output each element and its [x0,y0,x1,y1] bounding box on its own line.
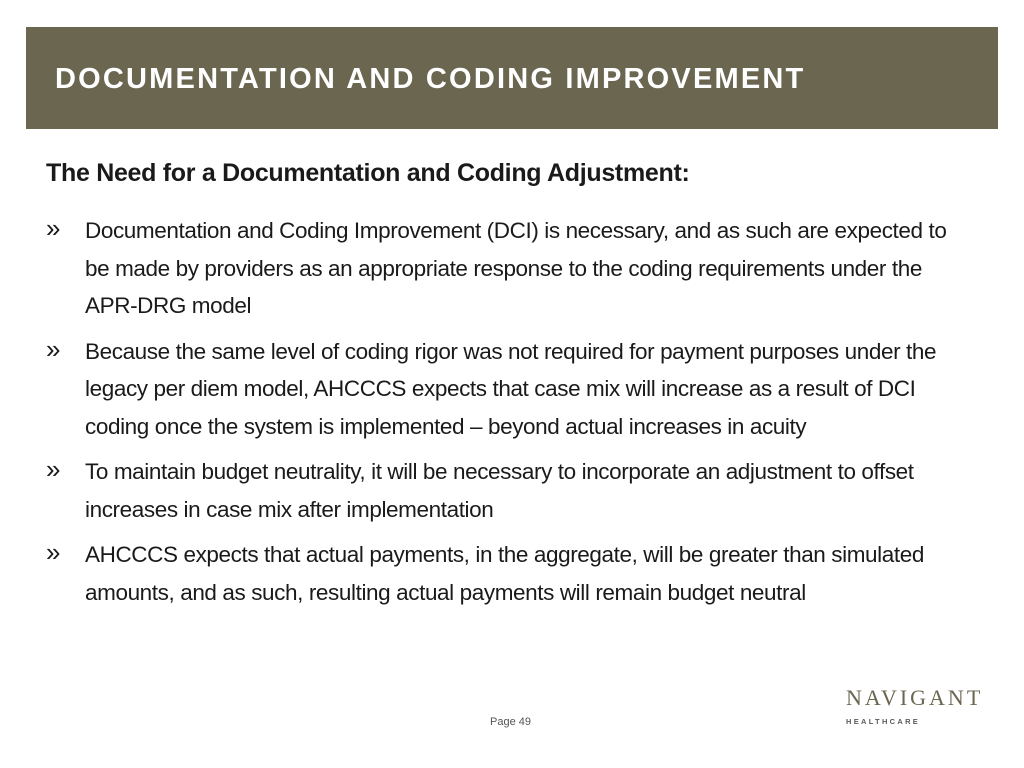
bullet-marker-icon: » [46,537,61,567]
bullet-text: Documentation and Coding Improvement (DCI) is necessary, and as such are expected to be made by providers as an appropriate response to the coding requirements under the APR-DRG model [85,218,947,318]
title-banner [26,27,998,129]
slide-title: DOCUMENTATION AND CODING IMPROVEMENT [55,63,806,95]
bullet-text: Because the same level of coding rigor was not required for payment purposes under the legacy per diem model, AHCCCS expects that case mix will increase as a result of DCI coding once the system is implemented – beyond actual increases in acuity [85,338,937,439]
bullet-text: To maintain budget neutrality, it will be necessary to incorporate an adjustment to offset increases in case mix after implementation [85,459,914,522]
bullet-item-dci [46,212,966,325]
page-number: Page 49 [490,716,531,728]
bullet-item-actual-payments [46,536,966,611]
bullet-item-budget-neutrality [46,453,966,528]
navigant-logo [846,685,984,726]
bullet-item-case-mix [46,333,966,446]
bullet-marker-icon: » [46,454,61,484]
section-subtitle: The Need for a Documentation and Coding Adjustment: [46,159,690,187]
bullet-marker-icon: » [46,213,61,243]
logo-subtitle: HEALTHCARE [846,717,921,726]
bullet-text: AHCCCS expects that actual payments, in the aggregate, will be greater than simulated amounts, and as such, resulting actual payments will remain budget neutral [85,542,924,605]
logo-name: NAVIGANT [846,685,984,710]
bullet-list [46,212,966,619]
bullet-marker-icon: » [46,333,61,364]
